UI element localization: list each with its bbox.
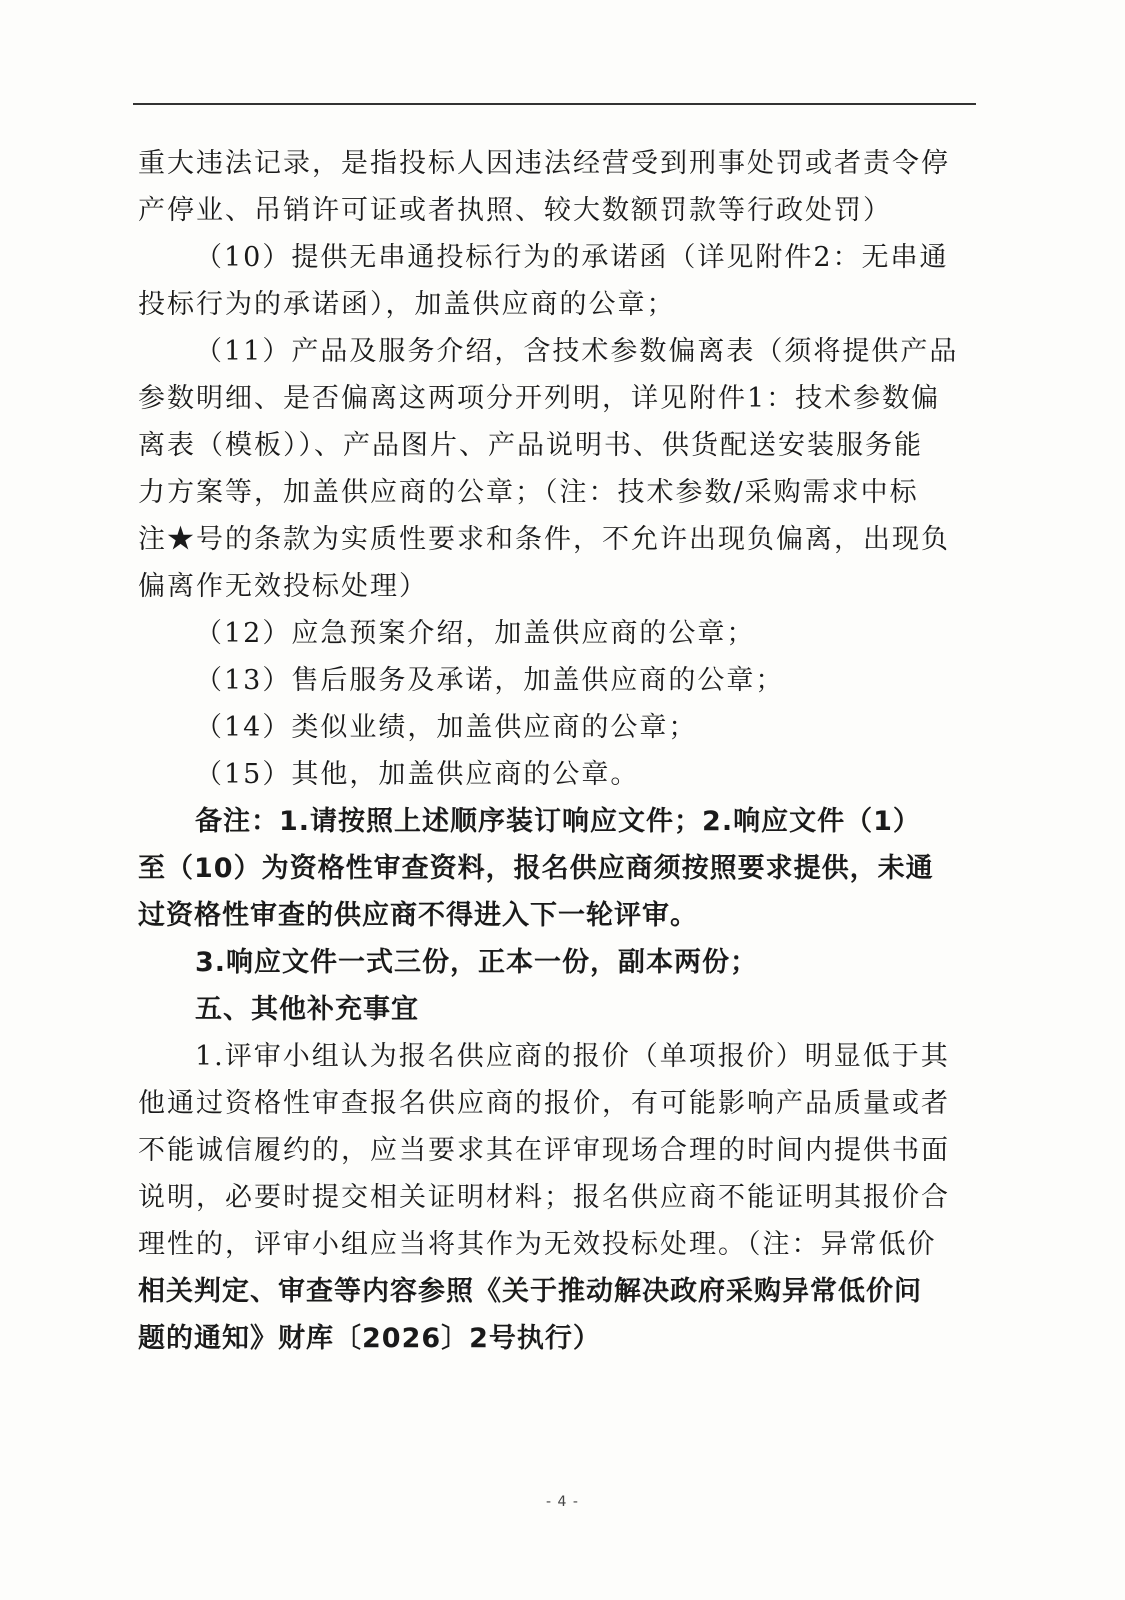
text-line: （12）应急预案介绍，加盖供应商的公章； bbox=[195, 618, 756, 649]
text-line: 重大违法记录，是指投标人因违法经营受到刑事处罚或者责令停 bbox=[138, 148, 950, 179]
text-line: 离表（模板））、产品图片、产品说明书、供货配送安装服务能 bbox=[138, 430, 923, 461]
header-rule bbox=[133, 103, 976, 105]
text-line: 相关判定、审查等内容参照《关于推动解决政府采购异常低价问 bbox=[138, 1276, 922, 1307]
text-line: 1.评审小组认为报名供应商的报价（单项报价）明显低于其 bbox=[195, 1041, 950, 1072]
text-line: 说明，必要时提交相关证明材料；报名供应商不能证明其报价合 bbox=[138, 1182, 950, 1213]
text-line: 力方案等，加盖供应商的公章；（注：技术参数/采购需求中标 bbox=[138, 477, 919, 508]
text-line: （15）其他，加盖供应商的公章。 bbox=[195, 759, 640, 790]
text-line: （10）提供无串通投标行为的承诺函（详见附件2：无串通 bbox=[195, 242, 949, 273]
text-line: （13）售后服务及承诺，加盖供应商的公章； bbox=[195, 665, 785, 696]
text-line: 偏离作无效投标处理） bbox=[138, 571, 428, 602]
text-line: （14）类似业绩，加盖供应商的公章； bbox=[195, 712, 698, 743]
text-line: 不能诚信履约的，应当要求其在评审现场合理的时间内提供书面 bbox=[138, 1135, 950, 1166]
text-line: 五、其他补充事宜 bbox=[195, 994, 419, 1025]
text-line: 理性的，评审小组应当将其作为无效投标处理。（注：异常低价 bbox=[138, 1229, 937, 1260]
text-line: 他通过资格性审查报名供应商的报价，有可能影响产品质量或者 bbox=[138, 1088, 950, 1119]
text-line: 3.响应文件一式三份，正本一份，副本两份； bbox=[195, 947, 759, 978]
text-line: 过资格性审查的供应商不得进入下一轮评审。 bbox=[138, 900, 698, 931]
text-line: 至（10）为资格性审查资料，报名供应商须按照要求提供，未通 bbox=[138, 853, 934, 884]
text-line: 产停业、吊销许可证或者执照、较大数额罚款等行政处罚） bbox=[138, 195, 892, 226]
document-body bbox=[138, 140, 976, 1362]
text-line: 投标行为的承诺函），加盖供应商的公章； bbox=[138, 289, 676, 320]
text-line: 注★号的条款为实质性要求和条件，不允许出现负偏离，出现负 bbox=[138, 524, 950, 555]
page-number: - 4 - bbox=[546, 1494, 579, 1510]
text-line: 参数明细、是否偏离这两项分开列明，详见附件1：技术参数偏 bbox=[138, 383, 941, 414]
text-line: 备注：1.请按照上述顺序装订响应文件；2.响应文件（1） bbox=[195, 806, 921, 837]
text-line: 题的通知》财库〔2026〕2号执行） bbox=[138, 1323, 601, 1354]
text-line: （11）产品及服务介绍，含技术参数偏离表（须将提供产品 bbox=[195, 336, 959, 367]
